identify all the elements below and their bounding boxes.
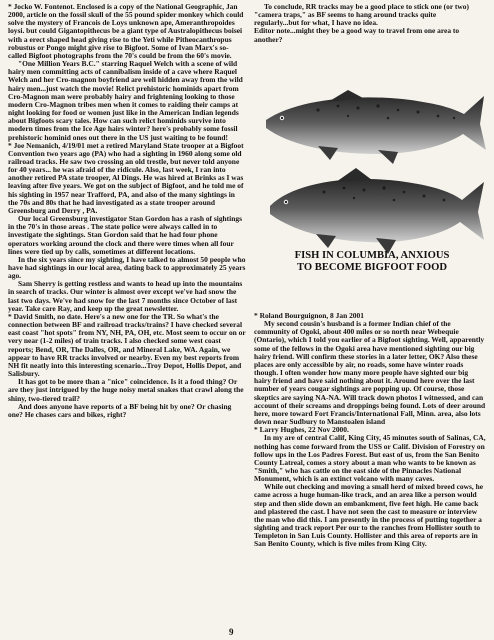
letter-fontenot: * Jocko W. Fontenot. Enclosed is a copy of the National Geographic, Jan 2000, article on the fossil skull of the 55 pound spider monkey which could solve the mystery of Francois de Loys unknown ape, Ameranthropoides loysi. but could Gigantopithecus be a giant type of Australopithecus boisei with a erect shaped head giving rise to the Yeti while Pitheocanthropus robustus or Pongo might give rise to Bigfoot. Some of Ivan Marx's so-called Bigfoot photographs from the 70's could be from the 60's movie. [8, 2, 244, 60]
letter-smith-conclusion: To conclude, RR tracks may be a good place to stick one (or two) "camera traps," as BF seems to hang around tracks quite regularly...but for what, I have no idea. [254, 2, 469, 28]
photo-caption [258, 250, 486, 274]
upper-fish [266, 90, 486, 164]
letter-smith-question: And does anyone have reports of a BF being hit by one? Or chasing one? He chases cars and bikes, right? [8, 401, 232, 419]
letter-nemanich-sightings: In the six years since my sighting, I have talked to almost 50 people who have had sightings in our local area, dating back to approximately 25 years ago. [8, 254, 246, 281]
page-number: 9 [229, 627, 234, 637]
letter-hughes-cont: While out checking and moving a small herd of mixed breed cows, he came across a huge human-like track, and an area like a person would step and then slide down an embankment, five feet high. He came back and plastered the cast. I have not seen the cast to measure or interview the man who did this. I am presently in the process of putting together a sighting and track report Per our to the ranches from Hollister south to Templeton in San Luis County. Hollister and this area of reports are in San Benito County, which is five miles from King City. [254, 482, 484, 549]
lower-fish [270, 168, 484, 254]
left-column [8, 3, 246, 419]
letter-nemanich-gordon: Our local Greensburg investigator Stan Gordon has a rash of sightings in the 70's in those areas . The state police were always called in to investigate the sightings. Stan Gordon said that he had four phone operators working around the clock and there were times when all four lines were tied up by calls, sometimes at different locations. [8, 214, 242, 256]
letter-nemanich: * Joe Nemanich, 4/19/01 met a retired Maryland State trooper at a Bigfoot Convention two years ago (PA) who had a sighting in 1960 along some old railroad tracks. He saw two crossing an old trestle, but never told anyone for 40 years... he was afraid of the ridicule. Also, last week, I ran into another retired PA state trooper, Al Dings. He was hired at Brinks as I was leaving after five years. We got on the subject of Bigfoot, and he told me of his sighting in 1957 near Trafford, PA, and also of the many sightings in the 70s and 80s that he had investigated as a state trooper around Greensburg and Derry , PA. [8, 140, 244, 215]
letter-smith-coincidence: It has got to be more than a "nice" coincidence. Is it a food thing? Or are they just intrigued by the huge noisy metal snakes that crawl along the shiny, two-tiered trail? [8, 377, 244, 403]
fish-photo [258, 88, 486, 303]
letter-fontenot-cont: "One Million Years B.C." starring Raquel Welch with a scene of wild hairy men committing acts of cannibalism inside of a cave where Raquel Welch and her Cro-magnon boyfriend are well hidden away from the wild hairy men...just watch the movie! Relict prehistoric hominids apart from Cro-Magnon man were probably hairy and frightening looking to those modern Cro-Magnon tribes men when it comes to raiding their camps at night looking for food or women just like in the American Indian legends about Bigfoots scary tales. How can such relict hominids survive into modern times from the Ice Age hairs winter? here's probably some fossil prehistoric hominid ones out there in the US just waiting to be found! [8, 59, 243, 142]
editor-note: Editor note...might they be a good way to travel from one area to another? [254, 26, 460, 44]
letter-bourguignon: My second cousin's husband is a former Indian chief of the community of Ogoki, about 400 miles or so north near Webequie (Ontario), which I told you earlier of a Bigfoot sighting. Well, apparently some of the fellows in the Ogoki area have mentioned sighting our big hairy friend. Will confirm these stories in a later letter, OK? Also these places are only accessible by air, no roads, some have winter roads though. I often wonder how many more people have sighted our big hairy friend and have said nothing about it. Around here over the last number of years cougar sightings are popping up. Of course, those skeptics are saying NA-NA. Will track down photos I witnessed, and can account of their screams and droppings being found. Lots of deer around here, more toward Fort Francis/International Fall, Minn. area, also lots down near Sudbury to Manstoalen island [254, 319, 486, 427]
right-column-top [254, 3, 482, 44]
right-column-bottom [254, 312, 486, 549]
letter-bourguignon-header: * Roland Bourguignon, 8 Jan 2001 [254, 311, 364, 320]
letter-nemanich-sherry: Sam Sherry is getting restless and wants to head up into the mountains in search of tracks. Our winter is almost over except we've had snow the last two days. We've had snow for the last 7 months since October of last year. Take care Ray, and keep up the great newsletter. [8, 279, 243, 313]
caption-line-2: TO BECOME BIGFOOT FOOD [296, 262, 447, 273]
letter-smith: * David Smith, no date. Here's a new one for the TR. So what's the connection between BF and railroad tracks/trains? I have checked several east coast "hot spots" from NY, NH, PA, OH, etc. Most seem to occur on or very near (1-2 miles) of train tracks. I also checked some west coast reports; Bend, OR, The Dalles, OR, and Mineral Lake, WA. Again, we appear to have RR tracks involved or nearby. Even my best reports from NH fit neatly into this interesting scenario...Troy Depot, Hollis Depot, and Salisbury. [8, 311, 246, 379]
letter-hughes-header: * Larry Hughes, 22 Nov 2000. [254, 425, 349, 435]
letter-hughes: In my are of central Calif, King City, 45 minutes south of Salinas, CA, nothing has come forward from the USS or Calif. Division of Forestry on follow ups in the Los Padres Forest. But east of us, from the San Benito County Latreal, comes a story about a man who wants to be known as "Smith," who has cattle on the east side of the Pinnacles National Monument, which is an extinct volcano with many caves. [254, 433, 486, 484]
caption-line-1: FISH IN COLUMBIA, ANXIOUS [294, 250, 450, 261]
